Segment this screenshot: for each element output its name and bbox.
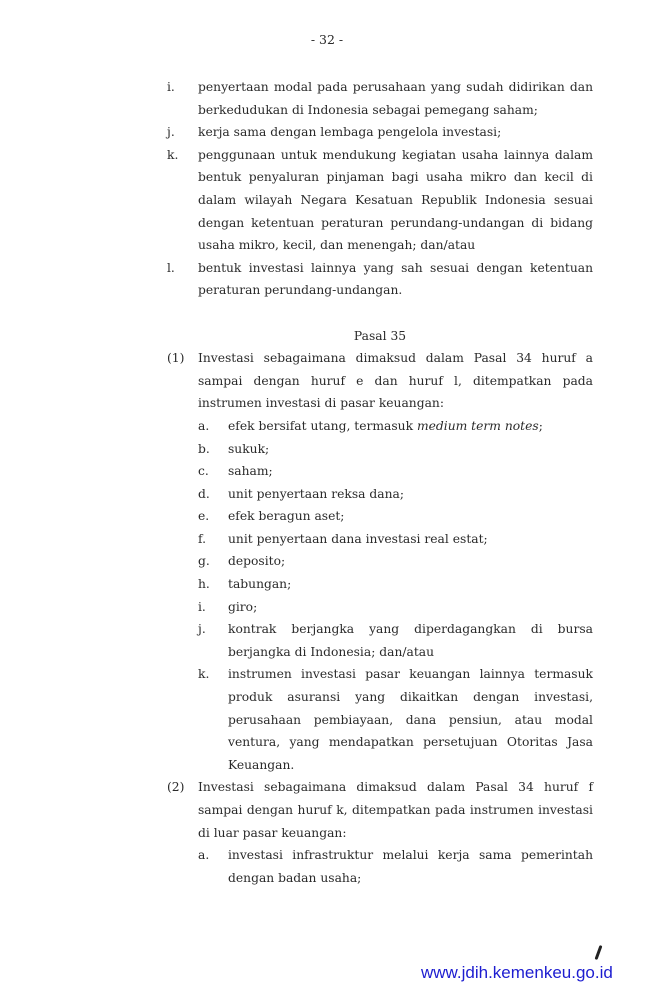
text-line: Keuangan. [228,757,295,772]
sub-list-item [167,415,593,438]
text-line: usaha mikro, kecil, dan menengah; dan/atau [198,238,476,253]
section-title: Pasal 35 [353,328,407,343]
footer-url-link[interactable]: www.jdih.kemenkeu.go.id [421,963,613,982]
sub-list-item [167,844,593,889]
sub-list-item [167,550,593,573]
text-line: deposito; [228,554,286,569]
spacer [167,302,593,325]
text-line: sampai dengan huruf e dan huruf l, ditempatkan pada [198,373,593,388]
list-item [167,144,593,257]
text-line: unit penyertaan dana investasi real estat; [228,531,488,546]
paragraph-2 [167,776,593,844]
text-line: kontrak berjangka yang diperdagangkan di bursa [228,622,593,637]
sub-list-item [167,483,593,506]
text-line: Investasi sebagaimana dimaksud dalam Pasal 34 huruf f [198,780,593,795]
text-line: sukuk; [228,441,270,456]
text-line: investasi infrastruktur melalui kerja sama pemerintah [228,848,593,863]
sub-list-item [167,663,593,776]
text-line: dalam wilayah Negara Kesatuan Republik Indonesia sesuai [198,192,593,207]
text-line: instrumen investasi di pasar keuangan: [198,396,444,411]
list-marker: i. [167,80,175,94]
text-line: instrumen investasi pasar keuangan lainnya termasuk [228,667,593,682]
text-line: dengan ketentuan peraturan perundang-undangan di bidang [198,215,593,230]
text-line: saham; [228,464,273,479]
text-line: penyertaan modal pada perusahaan yang sudah didirikan dan [198,80,593,94]
list-item [167,121,593,144]
list-marker: k. [167,147,179,162]
paraf-mark [595,945,603,960]
sub-list-item [167,460,593,483]
text-line: giro; [228,599,258,614]
list-item [167,76,593,121]
list-marker: j. [167,125,175,140]
text-line: Investasi sebagaimana dimaksud dalam Pasal 34 huruf a [198,351,593,366]
text-line: berjangka di Indonesia; dan/atau [228,644,435,659]
list-marker: k. [198,667,210,682]
text-line: berkedudukan di Indonesia sebagai pemegang saham; [198,102,538,117]
text-line: unit penyertaan reksa dana; [228,486,404,501]
sub-list-item [167,505,593,528]
document-body [167,76,593,889]
text-line: tabungan; [228,577,292,592]
text-line: kerja sama dengan lembaga pengelola investasi; [198,125,502,140]
sub-list-item [167,596,593,619]
page-number: - 32 - [310,32,344,47]
text-line: penggunaan untuk mendukung kegiatan usaha lainnya dalam [198,147,593,162]
text-line: produk asuransi yang dikaitkan dengan investasi, [228,690,593,705]
list-marker: (2) [167,780,185,795]
list-marker: h. [198,577,210,592]
text-line: sampai dengan huruf k, ditempatkan pada instrumen investasi [198,803,593,817]
text-line: bentuk penyaluran pinjaman bagi usaha mikro dan kecil di [198,170,593,185]
sub-list-item [167,573,593,596]
list-item [167,257,593,302]
list-marker: d. [198,486,210,501]
list-marker: c. [198,464,209,479]
paragraph-1 [167,347,593,415]
text-line: peraturan perundang-undangan. [198,283,403,298]
list-marker: l. [167,260,175,275]
list-marker: a. [198,418,210,433]
sub-list-item [167,438,593,461]
list-marker: (1) [167,351,185,366]
sub-list-item [167,528,593,551]
text-line: ventura, yang mendapatkan persetujuan Otoritas Jasa [228,735,593,750]
text-line: perusahaan pembiayaan, dana pensiun, atau modal [228,712,593,727]
list-marker: i. [198,599,206,614]
text-line: bentuk investasi lainnya yang sah sesuai dengan ketentuan [198,260,593,275]
sub-list-item [167,618,593,663]
list-marker: a. [198,848,210,863]
text-line: dengan badan usaha; [228,870,362,885]
list-marker: b. [198,441,210,456]
text-line: efek bersifat utang, termasuk medium term notes; [228,418,543,433]
text-line: efek beragun aset; [228,509,345,524]
list-marker: j. [198,622,206,637]
text-line: di luar pasar keuangan: [198,825,347,840]
list-marker: f. [198,531,207,546]
list-marker: g. [198,554,210,569]
list-marker: e. [198,509,210,524]
